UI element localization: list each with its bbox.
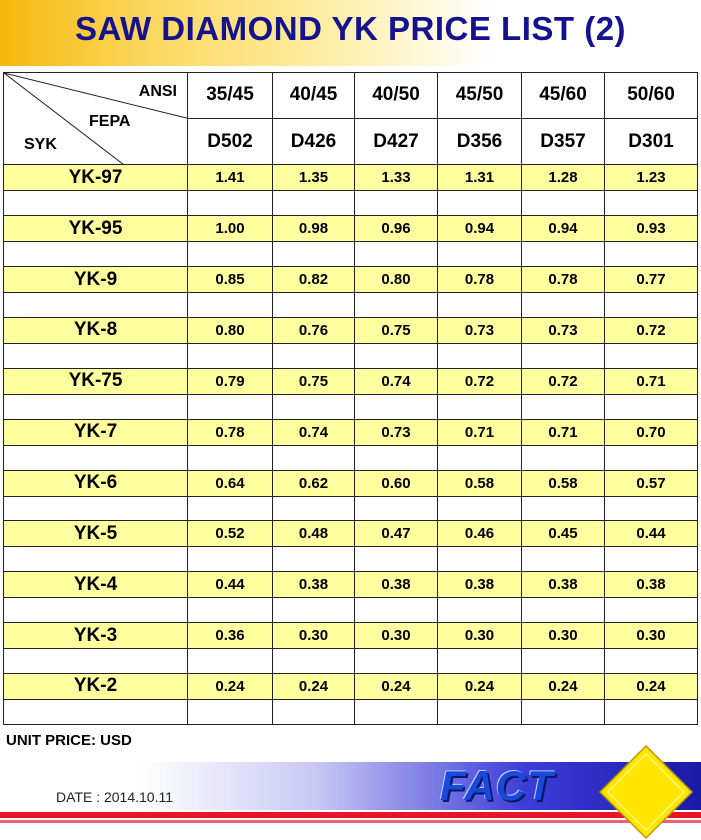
grade-label: YK-7 [4,419,188,445]
price-cell: 0.79 [188,368,273,394]
empty-cell [438,699,522,724]
price-cell: 0.30 [273,623,355,649]
empty-cell [355,394,438,419]
empty-cell [438,649,522,674]
price-cell: 0.74 [273,419,355,445]
empty-cell [4,394,188,419]
spacer-row [4,343,698,368]
header-corner-cell [4,73,188,165]
empty-cell [355,649,438,674]
price-cell: 0.24 [605,673,698,699]
grade-label: YK-97 [4,165,188,191]
header-fepa-size: D427 [355,118,438,165]
header-ansi-size: 40/50 [355,73,438,119]
grade-label: YK-75 [4,368,188,394]
price-cell: 0.93 [605,216,698,242]
empty-cell [438,191,522,216]
price-cell: 0.52 [188,521,273,547]
empty-cell [4,598,188,623]
empty-cell [522,547,605,572]
corner-label-fepa: FEPA [89,113,131,130]
empty-cell [273,394,355,419]
spacer-row [4,394,698,419]
price-cell: 0.77 [605,267,698,293]
empty-cell [4,191,188,216]
price-cell: 0.47 [355,521,438,547]
empty-cell [355,598,438,623]
price-row [4,623,698,649]
empty-cell [522,445,605,470]
empty-cell [188,496,273,521]
empty-cell [355,191,438,216]
corner-label-syk: SYK [24,136,57,153]
price-cell: 1.33 [355,165,438,191]
empty-cell [438,394,522,419]
empty-cell [605,191,698,216]
price-cell: 0.71 [605,368,698,394]
empty-cell [355,293,438,318]
price-cell: 0.80 [188,317,273,343]
empty-cell [188,293,273,318]
empty-cell [188,343,273,368]
empty-cell [273,547,355,572]
spacer-row [4,699,698,724]
price-cell: 0.94 [522,216,605,242]
empty-cell [605,598,698,623]
empty-cell [4,242,188,267]
grade-label: YK-95 [4,216,188,242]
fact-logo: FACT [440,762,554,809]
header-ansi-size: 45/60 [522,73,605,119]
price-cell: 0.73 [438,317,522,343]
price-cell: 0.38 [605,572,698,598]
price-cell: 0.30 [522,623,605,649]
empty-cell [438,496,522,521]
empty-cell [188,598,273,623]
price-cell: 1.23 [605,165,698,191]
empty-cell [4,649,188,674]
price-cell: 0.58 [438,470,522,496]
price-cell: 0.24 [438,673,522,699]
price-cell: 0.30 [355,623,438,649]
empty-cell [4,445,188,470]
header-fepa-size: D356 [438,118,522,165]
grade-label: YK-6 [4,470,188,496]
price-row [4,419,698,445]
empty-cell [605,445,698,470]
empty-cell [273,293,355,318]
grade-label: YK-9 [4,267,188,293]
empty-cell [355,547,438,572]
price-cell: 0.38 [355,572,438,598]
empty-cell [273,445,355,470]
yellow-diamond-logo [598,744,694,840]
header-ansi-size: 40/45 [273,73,355,119]
empty-cell [273,343,355,368]
empty-cell [4,547,188,572]
date-label: DATE : 2014.10.11 [56,789,173,805]
price-cell: 0.70 [605,419,698,445]
empty-cell [605,699,698,724]
empty-cell [355,242,438,267]
price-cell: 0.62 [273,470,355,496]
price-cell: 0.48 [273,521,355,547]
empty-cell [188,699,273,724]
header-ansi-size: 50/60 [605,73,698,119]
price-cell: 0.58 [522,470,605,496]
price-cell: 0.60 [355,470,438,496]
price-row [4,216,698,242]
empty-cell [4,699,188,724]
empty-cell [522,496,605,521]
price-cell: 0.24 [355,673,438,699]
grade-label: YK-5 [4,521,188,547]
price-cell: 0.78 [438,267,522,293]
price-row [4,521,698,547]
price-cell: 0.76 [273,317,355,343]
footer-red-stripe [0,812,701,818]
spacer-row [4,445,698,470]
empty-cell [273,699,355,724]
price-cell: 0.94 [438,216,522,242]
empty-cell [273,191,355,216]
price-cell: 0.73 [355,419,438,445]
empty-cell [522,343,605,368]
empty-cell [355,496,438,521]
price-cell: 1.31 [438,165,522,191]
price-cell: 0.71 [438,419,522,445]
empty-cell [438,343,522,368]
price-cell: 0.74 [355,368,438,394]
empty-cell [438,598,522,623]
price-cell: 0.80 [355,267,438,293]
empty-cell [4,496,188,521]
empty-cell [438,293,522,318]
empty-cell [188,394,273,419]
empty-cell [522,394,605,419]
price-cell: 0.64 [188,470,273,496]
empty-cell [355,699,438,724]
empty-cell [273,242,355,267]
price-cell: 0.78 [522,267,605,293]
empty-cell [188,649,273,674]
price-cell: 0.73 [522,317,605,343]
empty-cell [4,343,188,368]
price-cell: 0.24 [273,673,355,699]
empty-cell [522,598,605,623]
spacer-row [4,649,698,674]
price-cell: 0.85 [188,267,273,293]
spacer-row [4,598,698,623]
price-cell: 0.75 [355,317,438,343]
header-ansi-size: 45/50 [438,73,522,119]
grade-label: YK-4 [4,572,188,598]
empty-cell [188,547,273,572]
spacer-row [4,293,698,318]
price-cell: 0.71 [522,419,605,445]
price-cell: 0.75 [273,368,355,394]
empty-cell [438,547,522,572]
empty-cell [605,293,698,318]
empty-cell [438,242,522,267]
empty-cell [522,699,605,724]
price-row [4,470,698,496]
unit-price-note: UNIT PRICE: USD [6,732,132,749]
price-cell: 1.00 [188,216,273,242]
price-cell: 0.72 [438,368,522,394]
corner-label-ansi: ANSI [138,83,177,100]
empty-cell [273,496,355,521]
price-row [4,572,698,598]
price-cell: 0.38 [273,572,355,598]
price-cell: 0.78 [188,419,273,445]
price-cell: 1.41 [188,165,273,191]
spacer-row [4,191,698,216]
price-row [4,368,698,394]
price-cell: 0.36 [188,623,273,649]
spacer-row [4,496,698,521]
price-cell: 0.44 [605,521,698,547]
price-row [4,673,698,699]
empty-cell [605,649,698,674]
price-cell: 0.98 [273,216,355,242]
price-cell: 0.24 [188,673,273,699]
price-cell: 0.72 [522,368,605,394]
grade-label: YK-2 [4,673,188,699]
header-fepa-size: D301 [605,118,698,165]
empty-cell [605,547,698,572]
empty-cell [605,242,698,267]
empty-cell [273,598,355,623]
footer-red-stripe-thin [0,820,701,823]
empty-cell [188,242,273,267]
price-cell: 1.28 [522,165,605,191]
price-cell: 0.30 [438,623,522,649]
price-row [4,317,698,343]
spacer-row [4,242,698,267]
price-cell: 0.57 [605,470,698,496]
grade-label: YK-8 [4,317,188,343]
empty-cell [188,445,273,470]
grade-label: YK-3 [4,623,188,649]
price-table [3,72,698,725]
empty-cell [273,649,355,674]
price-cell: 1.35 [273,165,355,191]
empty-cell [355,445,438,470]
price-cell: 0.72 [605,317,698,343]
empty-cell [522,242,605,267]
page-title: SAW DIAMOND YK PRICE LIST (2) [74,10,627,47]
empty-cell [522,293,605,318]
price-cell: 0.24 [522,673,605,699]
empty-cell [605,343,698,368]
price-cell: 0.96 [355,216,438,242]
empty-cell [605,394,698,419]
header-fepa-size: D426 [273,118,355,165]
header-fepa-size: D357 [522,118,605,165]
price-cell: 0.46 [438,521,522,547]
spacer-row [4,547,698,572]
price-cell: 0.82 [273,267,355,293]
empty-cell [4,293,188,318]
price-cell: 0.38 [522,572,605,598]
empty-cell [438,445,522,470]
price-row [4,267,698,293]
price-cell: 0.38 [438,572,522,598]
price-row [4,165,698,191]
price-cell: 0.44 [188,572,273,598]
empty-cell [355,343,438,368]
empty-cell [188,191,273,216]
header-fepa-size: D502 [188,118,273,165]
price-cell: 0.45 [522,521,605,547]
price-cell: 0.30 [605,623,698,649]
empty-cell [522,191,605,216]
header-ansi-size: 35/45 [188,73,273,119]
empty-cell [522,649,605,674]
empty-cell [605,496,698,521]
